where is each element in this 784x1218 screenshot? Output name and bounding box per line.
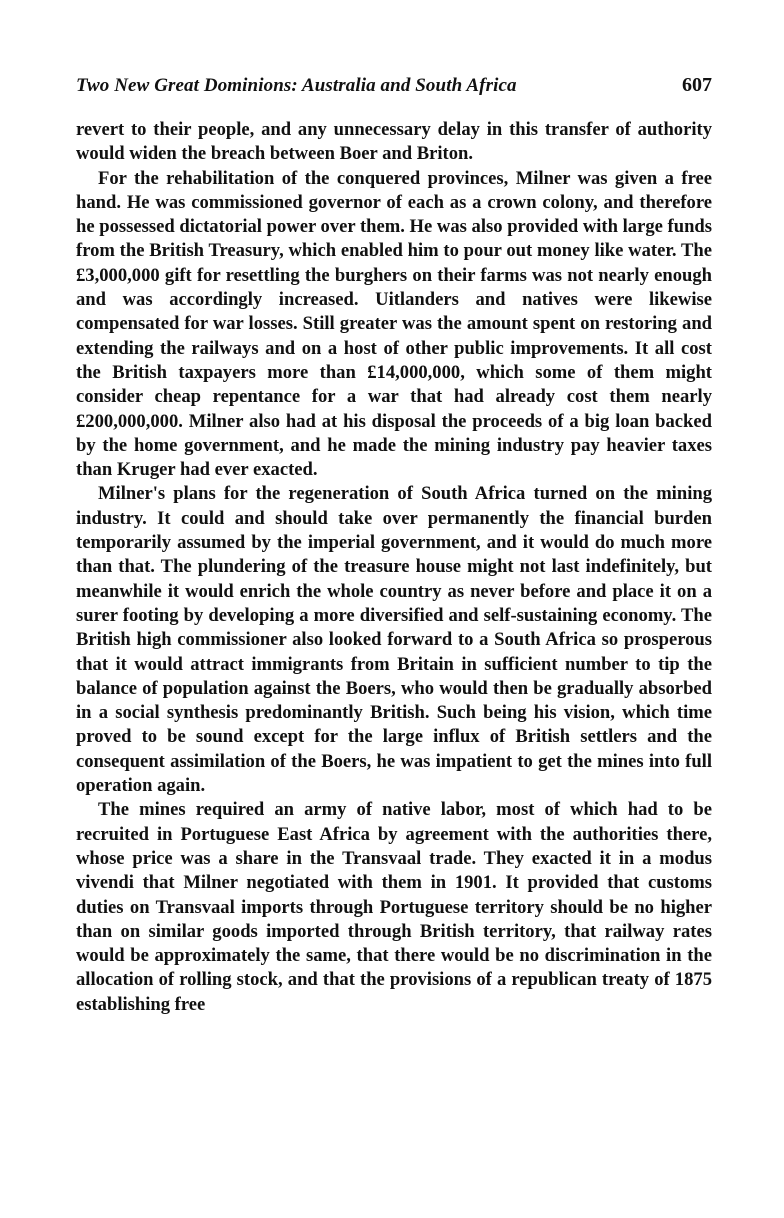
paragraph-native-labor: The mines required an army of native labor, most of which had to be recruited in Portuguese East Africa by agreement with the authorities there, whose price was a share in the Transvaal trade. They exacted it in a modus vivendi that Milner negotiated with them in 1901. It provided that customs duties on Transvaal imports through Portuguese territory should be no higher than on similar goods imported through British territory, that railway rates would be approximately the same, that there would be no discrimination in the allocation of rolling stock, and that the provisions of a republican treaty of 1875 establishing free [76,799,712,1015]
book-page [76,74,712,1017]
running-head-title: Two New Great Dominions: Australia and South Africa [76,75,517,96]
running-header [76,74,712,104]
body-text [76,118,712,1017]
paragraph-milner-plans: Milner's plans for the regeneration of South Africa turned on the mining industry. It could and should take over permanently the financial burden temporarily assumed by the imperial government, and it would do much more than that. The plundering of the treasure house might not last indefinitely, but meanwhile it would enrich the whole country as never before and place it on a surer footing by developing a more diversified and self-sustaining economy. The British high commissioner also looked forward to a South Africa so prosperous that it would attract immigrants from Britain in sufficient number to tip the balance of population against the Boers, who would then be gradually absorbed in a social synthesis predominantly British. Such being his vision, which time proved to be sound except for the large influx of British settlers and the consequent assimilation of the Boers, he was impatient to get the mines into full operation again. [76,483,712,797]
page-number: 607 [682,74,712,96]
paragraph-rehabilitation: For the rehabilitation of the conquered provinces, Milner was given a free hand. He was commissioned governor of each as a crown colony, and therefore he possessed dictatorial power over them. He was also provided with large funds from the British Treasury, which enabled him to pour out money like water. The £3,000,000 gift for resettling the burghers on their farms was not nearly enough and was accordingly increased. Uitlanders and natives were likewise compensated for war losses. Still greater was the amount spent on restoring and extending the railways and on a host of other public improvements. It all cost the British taxpayers more than £14,000,000, which some of them might consider cheap repentance for a war that had already cost them nearly £200,000,000. Milner also had at his disposal the proceeds of a big loan backed by the home government, and he made the mining industry pay heavier taxes than Kruger had ever exacted. [76,167,712,481]
paragraph-continued: revert to their people, and any unnecessary delay in this transfer of authority would widen the breach between Boer and Briton. [76,119,712,165]
